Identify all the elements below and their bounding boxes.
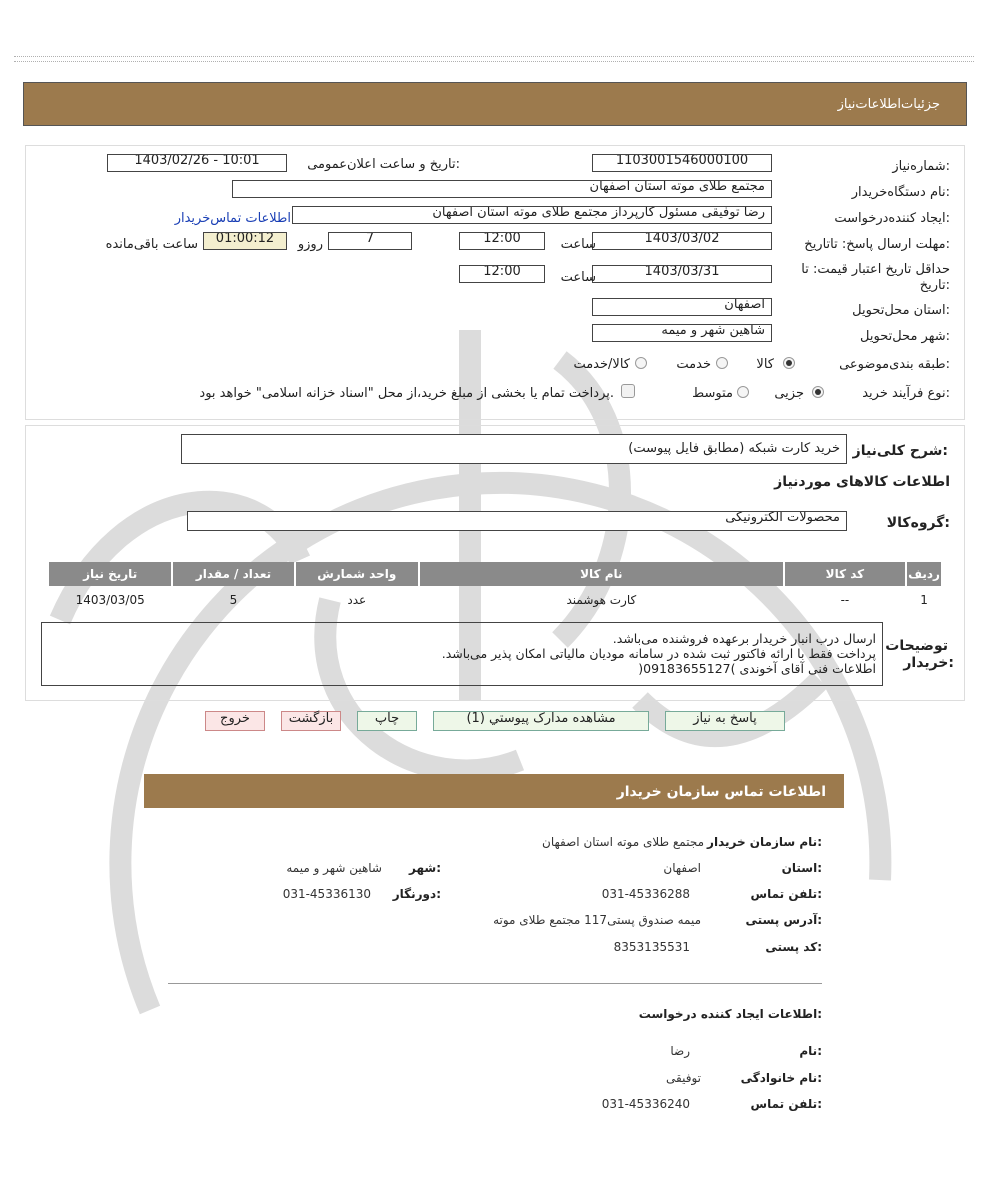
creator-phone-value: 031-45336240 [601, 1097, 690, 1111]
cell-row: 1 [920, 593, 928, 607]
col-code: کد کالا [785, 562, 905, 586]
days-label: روزو [297, 237, 323, 252]
print-button[interactable]: چاپ [357, 711, 417, 731]
deadline-time-field: 12:00 [459, 232, 545, 250]
category-option-service: خدمت [676, 357, 711, 372]
contact-province-value: اصفهان [663, 861, 701, 875]
buyer-contact-link[interactable]: اطلاعات تماس‌خریدار [174, 211, 291, 226]
contact-city-label: شهر: [409, 861, 441, 875]
summary-field: خرید کارت شبکه (مطابق فایل پیوست) [181, 434, 847, 464]
contact-fax-value: 031-45336130 [282, 887, 371, 901]
contact-city-value: شاهین شهر و میمه [286, 861, 382, 875]
cell-unit: عدد [347, 593, 367, 607]
validity-time-label: ساعت [560, 270, 596, 285]
validity-date-field: 1403/03/31 [592, 265, 772, 283]
announce-label: تاریخ و ساعت اعلان‌عمومی: [307, 157, 460, 172]
col-date: تاریخ نیاز [49, 562, 171, 586]
cell-qty: 5 [229, 593, 238, 607]
category-option-both: کالا/خدمت [573, 357, 630, 372]
category-radio-service[interactable] [716, 357, 728, 369]
deadline-label: مهلت ارسال پاسخ: تاتاریخ: [804, 237, 950, 252]
cell-name: کارت هوشمند [566, 593, 637, 607]
col-name: نام کالا [420, 562, 783, 586]
buyer-org-label: نام دستگاه‌خریدار: [851, 185, 950, 200]
col-qty: تعداد / مقدار [173, 562, 293, 586]
category-option-goods: کالا [756, 357, 774, 372]
process-radio-minor[interactable] [812, 386, 824, 398]
creator-title: اطلاعات ایجاد کننده درخواست: [638, 1007, 822, 1021]
buyer-org-field: مجتمع طلای موته استان اصفهان [232, 180, 772, 198]
process-radio-medium[interactable] [737, 386, 749, 398]
announce-field: 1403/02/26 - 10:01 [107, 154, 287, 172]
note-line-3: اطلاعات فنی آقای آخوندی )09183655127( [638, 661, 876, 676]
province-label: استان محل‌تحویل: [852, 303, 950, 318]
category-label: طبقه بندی‌موضوعی: [839, 357, 950, 372]
process-option-minor: جزیی [774, 386, 804, 401]
contact-fax-label: دورنگار: [392, 887, 441, 901]
creator-name-value: رضا [670, 1044, 690, 1058]
notes-box [41, 622, 883, 686]
contact-postal-label: کد پستی: [765, 940, 822, 954]
creator-family-value: توفیقی [666, 1071, 701, 1085]
exit-button[interactable]: خروج [205, 711, 265, 731]
contact-title: اطلاعات تماس سازمان خریدار [616, 784, 826, 800]
reply-button[interactable]: پاسخ به نیاز [665, 711, 785, 731]
summary-label: شرح کلی‌نیاز: [852, 443, 948, 459]
remaining-time-field: 01:00:12 [203, 232, 287, 250]
col-unit: واحد شمارش [296, 562, 418, 586]
contact-address-value: میمه صندوق پستی117 مجتمع طلای موته [493, 913, 701, 927]
category-radio-goods[interactable] [783, 357, 795, 369]
validity-time-field: 12:00 [459, 265, 545, 283]
contact-phone-value: 031-45336288 [601, 887, 690, 901]
contact-header-bar [144, 774, 844, 808]
note-line-2: پرداخت فقط با ارائه فاکتور ثبت شده در سامانه مودیان مالیاتی امکان پذیر می‌باشد. [441, 646, 876, 661]
contact-address-label: آدرس پستی: [745, 913, 822, 927]
city-field: شاهین شهر و میمه [592, 324, 772, 342]
contact-phone-label: تلفن تماس: [750, 887, 822, 901]
treasury-payment-note: پرداخت تمام یا بخشی از مبلغ خرید،از محل "اسناد خزانه اسلامی" خواهد بود. [199, 386, 614, 401]
days-field: 7 [328, 232, 412, 250]
goods-table [47, 560, 943, 614]
treasury-payment-checkbox[interactable] [621, 384, 635, 398]
need-number-label: شماره‌نیاز: [892, 159, 950, 174]
creator-family-label: نام خانوادگی: [740, 1071, 822, 1085]
cell-date: 1403/03/05 [75, 593, 145, 607]
goods-section-title: اطلاعات کالاهای مورد‌نیاز [774, 474, 950, 490]
need-number-field: 1103001546000100 [592, 154, 772, 172]
contact-province-label: استان: [781, 861, 822, 875]
page-title: جزئیات‌اطلاعات‌نیاز [837, 97, 940, 112]
notes-label-1: توضیحات [885, 638, 948, 654]
process-option-medium: متوسط [692, 386, 733, 401]
cell-code: -- [840, 593, 850, 607]
validity-label: حداقل تاریخ اعتبار قیمت: تا تاریخ: [801, 262, 950, 293]
table-row [49, 588, 941, 612]
note-line-1: ارسال درب انبار خریدار برعهده فروشنده می‌باشد. [612, 631, 876, 646]
top-divider [14, 56, 974, 62]
view-attachments-button[interactable]: مشاهده مدارک پیوستي (1) [433, 711, 649, 731]
deadline-time-label: ساعت [560, 237, 596, 252]
province-field: اصفهان [592, 298, 772, 316]
process-label: نوع فرآیند خرید: [862, 386, 950, 401]
creator-phone-label: تلفن تماس: [750, 1097, 822, 1111]
category-radio-both[interactable] [635, 357, 647, 369]
goods-group-label: گروه‌کالا: [886, 515, 950, 531]
contact-org-value: مجتمع طلای موته استان اصفهان [542, 835, 704, 849]
requester-field: رضا توفیقی مسئول کارپرداز مجتمع طلای موته استان اصفهان [292, 206, 772, 224]
back-button[interactable]: بازگشت [281, 711, 341, 731]
details-header-bar [23, 82, 967, 126]
contact-divider [168, 983, 822, 984]
contact-postal-value: 8353135531 [613, 940, 690, 954]
remaining-label: ساعت باقی‌مانده [105, 237, 198, 252]
city-label: شهر محل‌تحویل: [860, 329, 950, 344]
requester-label: ایجاد کننده‌درخواست: [834, 211, 950, 226]
notes-label-2: خریدار: [903, 655, 954, 671]
creator-name-label: نام: [799, 1044, 822, 1058]
deadline-date-field: 1403/03/02 [592, 232, 772, 250]
col-row: ردیف [907, 562, 941, 586]
goods-group-field: محصولات الکترونیکی [187, 511, 847, 531]
contact-org-label: نام سازمان خریدار: [707, 835, 822, 849]
